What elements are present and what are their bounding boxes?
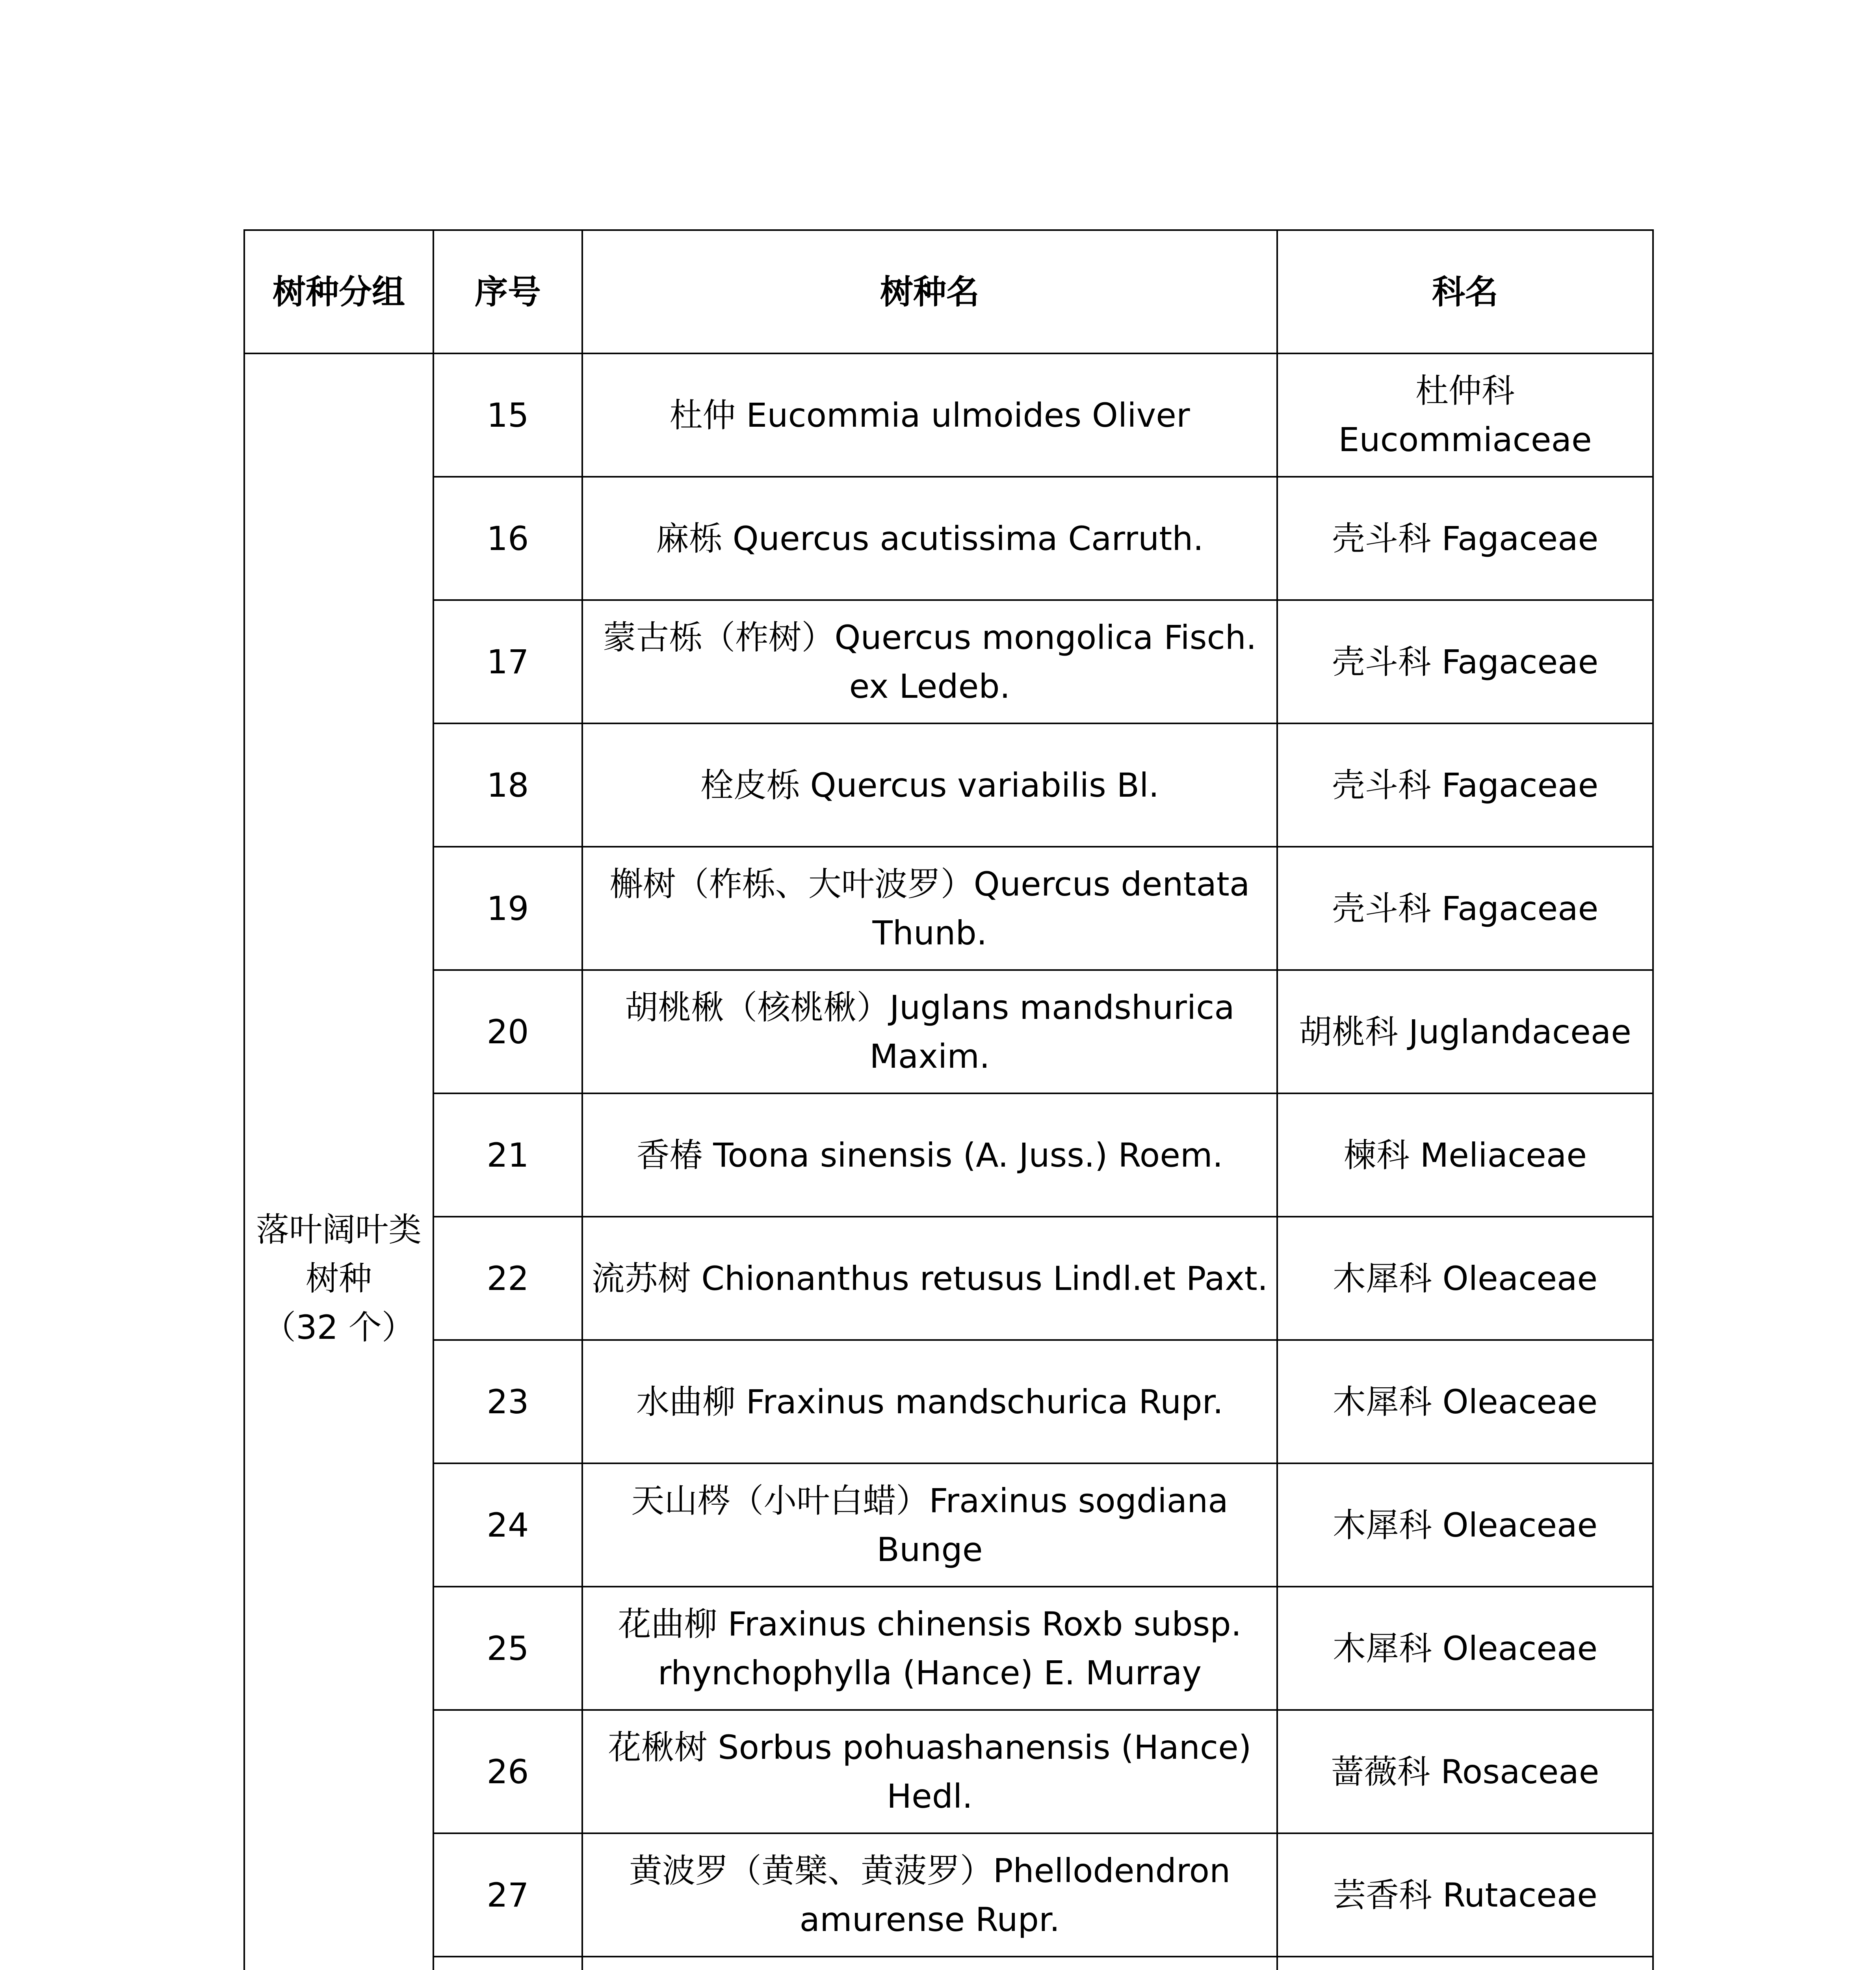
- family-name: 木犀科 Oleaceae: [1277, 1217, 1653, 1340]
- table-row: [244, 600, 1653, 723]
- table-row: [244, 1833, 1653, 1957]
- table-row: [244, 723, 1653, 847]
- table-row: [244, 1217, 1653, 1340]
- row-number: 26: [433, 1710, 582, 1833]
- species-table: [243, 229, 1654, 1970]
- family-name: 木犀科 Oleaceae: [1277, 1340, 1653, 1463]
- species-name: 麻栎 Quercus acutissima Carruth.: [582, 477, 1277, 600]
- species-name: 流苏树 Chionanthus retusus Lindl.et Paxt.: [582, 1217, 1277, 1340]
- family-name: 壳斗科 Fagaceae: [1277, 723, 1653, 847]
- table-row: [244, 970, 1653, 1093]
- header-family: 科名: [1277, 230, 1653, 353]
- table-row: [244, 1710, 1653, 1833]
- family-name: 楝科 Meliaceae: [1277, 1093, 1653, 1217]
- species-name: 天山梣（小叶白蜡）Fraxinus sogdiana Bunge: [582, 1463, 1277, 1587]
- family-name: [1277, 1957, 1653, 1970]
- row-number: 20: [433, 970, 582, 1093]
- table-row: [244, 847, 1653, 970]
- family-name: 蔷薇科 Rosaceae: [1277, 1710, 1653, 1833]
- table-row: [244, 1463, 1653, 1587]
- row-number: 23: [433, 1340, 582, 1463]
- species-name: 蒙古栎（柞树）Quercus mongolica Fisch. ex Ledeb.: [582, 600, 1277, 723]
- species-name: 花楸树 Sorbus pohuashanensis (Hance) Hedl.: [582, 1710, 1277, 1833]
- row-number: [433, 1957, 582, 1970]
- header-name: 树种名: [582, 230, 1277, 353]
- group-cell: [244, 353, 433, 1970]
- species-name: 花曲柳 Fraxinus chinensis Roxb subsp. rhynchophylla (Hance) E. Murray: [582, 1587, 1277, 1710]
- family-name: 壳斗科 Fagaceae: [1277, 477, 1653, 600]
- header-row: [244, 230, 1653, 353]
- family-name: 杜仲科 Eucommiaceae: [1277, 353, 1653, 477]
- species-name: 栓皮栎 Quercus variabilis Bl.: [582, 723, 1277, 847]
- row-number: 16: [433, 477, 582, 600]
- row-number: 24: [433, 1463, 582, 1587]
- row-number: 18: [433, 723, 582, 847]
- family-name: 芸香科 Rutaceae: [1277, 1833, 1653, 1957]
- table-row: [244, 1957, 1653, 1970]
- header-group: 树种分组: [244, 230, 433, 353]
- row-number: 25: [433, 1587, 582, 1710]
- row-number: 27: [433, 1833, 582, 1957]
- table-row: [244, 353, 1653, 477]
- family-name: 壳斗科 Fagaceae: [1277, 847, 1653, 970]
- family-name: 木犀科 Oleaceae: [1277, 1463, 1653, 1587]
- species-name: 黄波罗（黄檗、黄菠罗）Phellodendron amurense Rupr.: [582, 1833, 1277, 1957]
- group-count: （32 个）: [263, 1308, 415, 1347]
- row-number: 17: [433, 600, 582, 723]
- species-name: 槲树（柞栎、大叶波罗）Quercus dentata Thunb.: [582, 847, 1277, 970]
- group-label-line2: 树种: [305, 1259, 372, 1298]
- species-name: 杜仲 Eucommia ulmoides Oliver: [582, 353, 1277, 477]
- family-name: 胡桃科 Juglandaceae: [1277, 970, 1653, 1093]
- row-number: 19: [433, 847, 582, 970]
- species-name: 香椿 Toona sinensis (A. Juss.) Roem.: [582, 1093, 1277, 1217]
- family-name: 木犀科 Oleaceae: [1277, 1587, 1653, 1710]
- row-number: 15: [433, 353, 582, 477]
- table-row: [244, 477, 1653, 600]
- species-name: 水曲柳 Fraxinus mandschurica Rupr.: [582, 1340, 1277, 1463]
- table-row: [244, 1093, 1653, 1217]
- row-number: 22: [433, 1217, 582, 1340]
- species-name: 胡桃楸（核桃楸）Juglans mandshurica Maxim.: [582, 970, 1277, 1093]
- species-name: [582, 1957, 1277, 1970]
- table-row: [244, 1340, 1653, 1463]
- row-number: 21: [433, 1093, 582, 1217]
- table-row: [244, 1587, 1653, 1710]
- group-label-line1: 落叶阔叶类: [256, 1210, 422, 1249]
- header-no: 序号: [433, 230, 582, 353]
- family-name: 壳斗科 Fagaceae: [1277, 600, 1653, 723]
